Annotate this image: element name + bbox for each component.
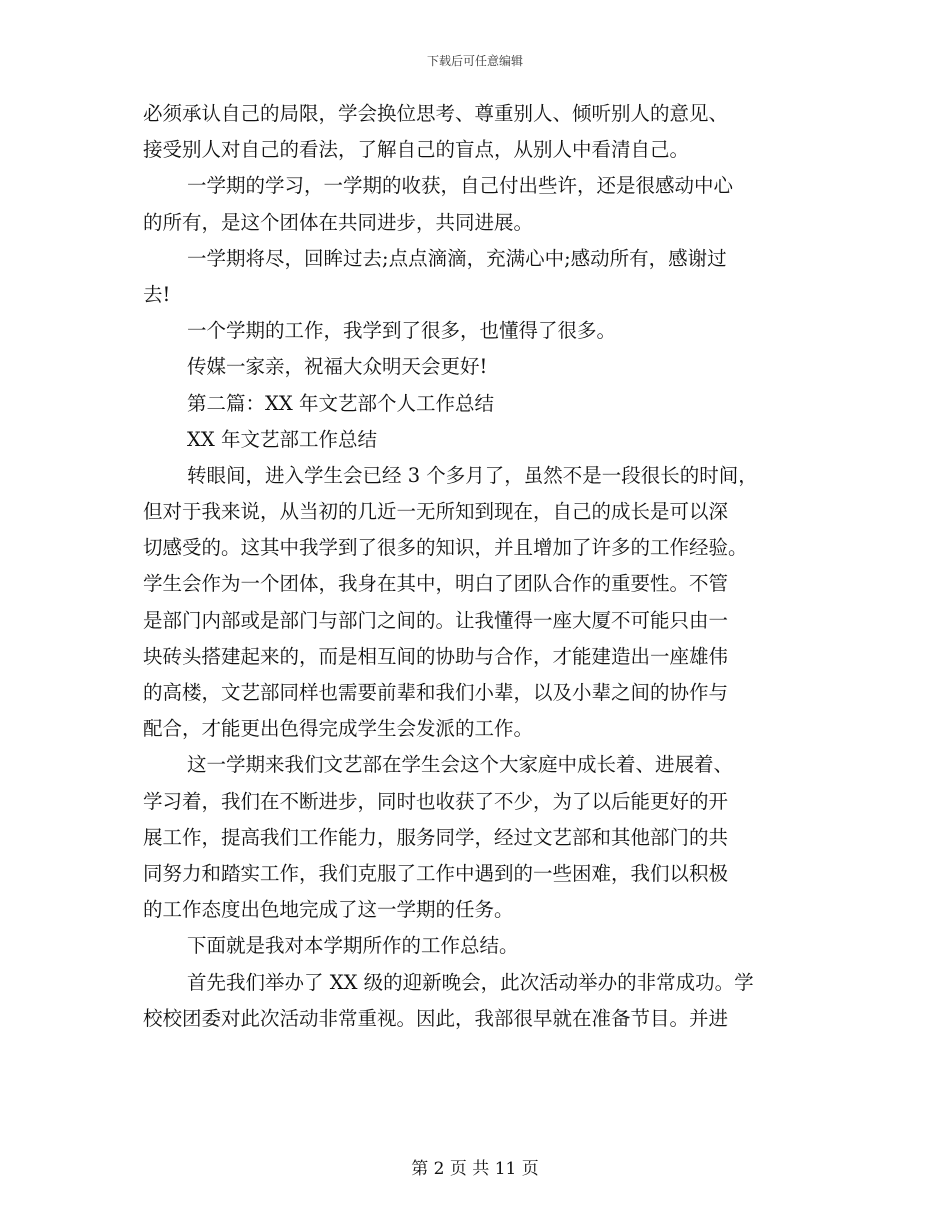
text-line: 一学期将尽，回眸过去;点点滴滴，充满心中;感动所有，感谢过 xyxy=(187,246,727,270)
text-line: 这一学期来我们文艺部在学生会这个大家庭中成长着、进展着、 xyxy=(187,753,734,777)
text-line: 配合，才能更出色得完成学生会发派的工作。 xyxy=(143,717,534,741)
page-header: 下载后可任意编辑 xyxy=(426,54,523,68)
text-line: 首先我们举办了 XX 级的迎新晚会，此次活动举办的非常成功。学 xyxy=(187,970,754,994)
text-line: 展工作，提高我们工作能力，服务同学，经过文艺部和其他部门的共 xyxy=(143,825,729,849)
text-line: 同努力和踏实工作，我们克服了工作中遇到的一些困难，我们以积极 xyxy=(143,861,729,885)
text-line: 第二篇：XX 年文艺部个人工作总结 xyxy=(187,391,494,415)
text-line: 校校团委对此次活动非常重视。因此，我部很早就在准备节目。并进 xyxy=(143,1006,729,1030)
text-line: 去! xyxy=(143,282,171,306)
document-body xyxy=(143,96,809,1037)
text-line: 转眼间，进入学生会已经 3 个多月了，虽然不是一段很长的时间， xyxy=(187,463,758,487)
text-line: 切感受的。这其中我学到了很多的知识，并且增加了许多的工作经验。 xyxy=(143,536,748,560)
text-line: 下面就是我对本学期所作的工作总结。 xyxy=(187,934,519,958)
text-line: 一个学期的工作，我学到了很多，也懂得了很多。 xyxy=(187,319,617,343)
text-line: 学生会作为一个团体，我身在其中，明白了团队合作的重要性。不管 xyxy=(143,572,729,596)
text-line: 的所有，是这个团体在共同进步，共同进展。 xyxy=(143,210,534,234)
text-line: 块砖头搭建起来的，而是相互间的协助与合作，才能建造出一座雄伟 xyxy=(143,644,729,668)
text-line: 必须承认自己的局限，学会换位思考、尊重别人、倾听别人的意见、 xyxy=(143,102,729,125)
text-line: 但对于我来说，从当初的几近一无所知到现在，自己的成长是可以深 xyxy=(143,500,729,524)
text-line: 传媒一家亲，祝福大众明天会更好! xyxy=(187,355,488,379)
page-footer: 第 2 页 共 11 页 xyxy=(411,1159,539,1179)
text-line: XX 年文艺部工作总结 xyxy=(187,427,377,451)
text-line: 接受别人对自己的看法，了解自己的盲点，从别人中看清自己。 xyxy=(143,138,690,162)
text-line: 一学期的学习，一学期的收获，自己付出些许，还是很感动中心 xyxy=(187,174,734,198)
text-line: 学习着，我们在不断进步，同时也收获了不少，为了以后能更好的开 xyxy=(143,789,729,813)
text-line: 的工作态度出色地完成了这一学期的任务。 xyxy=(143,898,514,922)
text-line: 的高楼，文艺部同样也需要前辈和我们小辈，以及小辈之间的协作与 xyxy=(143,681,729,704)
text-line: 是部门内部或是部门与部门之间的。让我懂得一座大厦不可能只由一 xyxy=(143,608,729,632)
